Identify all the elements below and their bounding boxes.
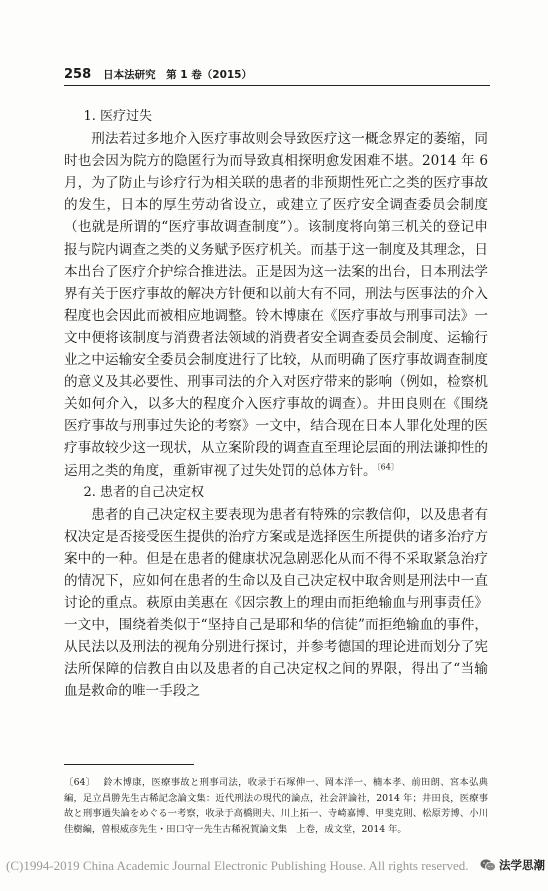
paragraph-patient-self-determination: 患者的自己决定权主要表现为患者有特殊的宗教信仰，以及患者有权决定是否接受医生提供的治疗方案或是选择医生所提供的诸多治疗方案中的一种。但是在患者的健康状况急剧恶化从而不得不采取紧急治疗的情况下，应如何在患者的生命以及自己决定权中取舍则是刑法中一直讨论的重点。萩原由美惠在《因宗教上的理由而拒绝输血与刑事责任》一文中，围绕着类似于“坚持自己是耶和华的信徒”而拒绝输血的事件，从民法以及刑法的视角分别进行探讨，并参考德国的理论进而划分了宪法所保障的信教自由以及患者的自己决定权之间的界限，得出了“当输血是救命的唯一手段之 xyxy=(64,506,488,700)
body-text xyxy=(64,106,488,703)
wechat-account-name: 法学思潮 xyxy=(499,858,545,872)
section-heading-patient-self-determination: 2. 患者的自己决定权 xyxy=(83,484,205,500)
paragraph-text: 刑法若过多地介入医疗事故则会导致医疗这一概念界定的萎缩，同时也会因为院方的隐匿行为而导致真相探明愈发困难不堪。2014 年 6 月，为了防止与诊疗行为相关联的患者的非预期性死亡之类的医疗事故的发生，日本的厚生劳动省设立，或建立了医疗安全调查委员会制度（也就是所谓的“医疗事故调查制度”）。该制度将向第三机关的登记申报与院内调查之类的义务赋予医疗机关。而基于这一制度及其理念，日本出台了医疗介护综合推进法。正是因为这一法案的出台，日本刑法学界有关于医疗事故的解决方针便和以前大有不同，刑法与医事法的介入程度也会因此而被相应地调整。铃木博康在《医疗事故与刑事司法》一文中便将该制度与消费者法领域的消费者安全调查委员会制度、运输行业之中运输安全委员会制度进行了比较，从而明确了医疗事故调查制度的意义及其必要性、刑事司法的介入对医疗带来的影响（例如，检察机关如何介入，以多大的程度介入医疗事故的调查）。井田良则在《围绕医疗事故与刑事过失论的考察》一文中，结合现在日本人罪化处理的医疗事故较少这一现状，从立案阶段的调查直至理论层面的刑法谦抑性的运用之类的角度，重新审视了过失处罚的总体方针。 xyxy=(64,131,488,479)
copyright-watermark: (C)1994-2019 China Academic Journal Electronic Publishing House. All rights reserved. xyxy=(6,858,469,873)
footnote-text: 鈴木博康，医療事故と刑事司法，收录于石塚伸一、岡本洋一、楠本孝、前田朗、宮本弘典編，足立昌勝先生古稀記念論文集：近代刑法の現代的論点，社会評論社，2014 年；井田良，医療事故と刑事過失論をめぐる一考察，收录于高橋則夫、川上拓一、寺崎嘉博、甲斐克則、松原芳博、小川佳樹編，曽根威彦先生・田口守一先生古稀祝賀論文集 上卷，成文堂，2014 年。 xyxy=(64,777,488,835)
footnote-reference[interactable]: 〔64〕 xyxy=(376,461,399,471)
page-header xyxy=(64,60,490,86)
footnote-divider xyxy=(64,764,194,765)
wechat-icon xyxy=(480,858,496,872)
page-number: 258 xyxy=(64,67,92,82)
paragraph-medical-negligence xyxy=(64,128,488,482)
footnote-number: 〔64〕 xyxy=(64,777,96,788)
section-heading-medical-negligence: 1. 医疗过失 xyxy=(83,109,153,124)
running-head: 日本法研究 第 1 卷（2015） xyxy=(103,69,252,81)
wechat-badge xyxy=(480,852,546,878)
footnote xyxy=(64,775,488,837)
